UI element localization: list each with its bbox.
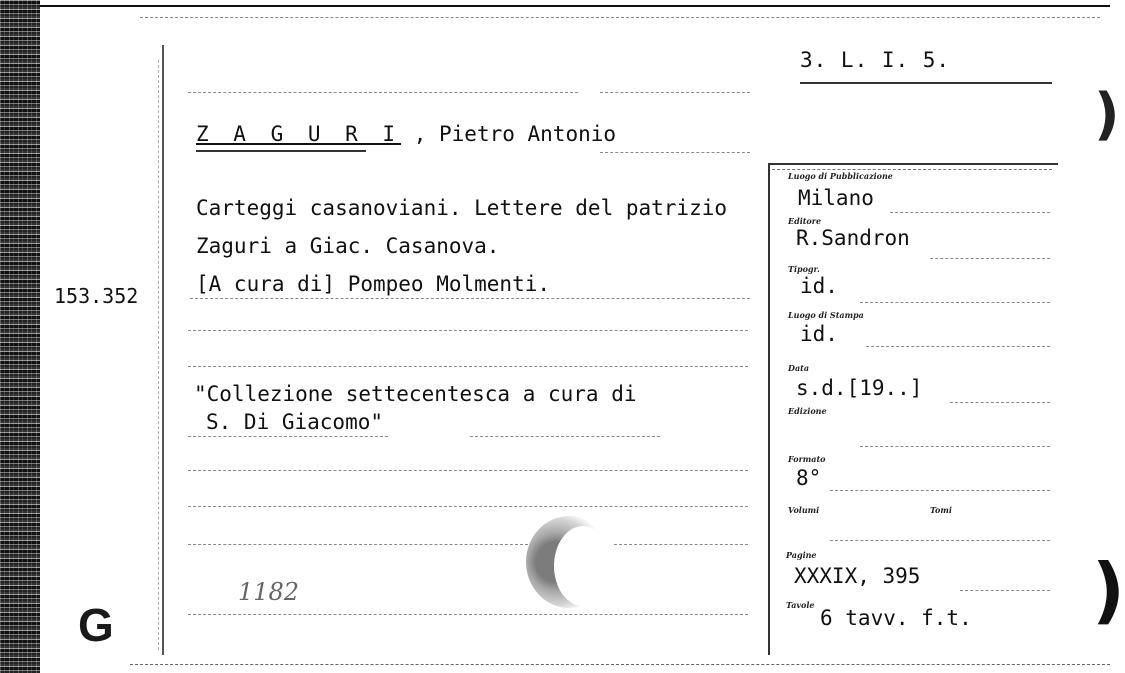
rule-line [614,544,748,545]
author-separator: , [401,122,440,146]
plates-value: 6 tavv. f.t. [820,606,972,630]
rule-line [188,544,528,545]
handwritten-note: 1182 [238,578,300,606]
author-forename: Pietro Antonio [439,122,617,146]
rule-line [188,330,748,331]
date-value: s.d.[19..] [796,376,923,400]
rule-line [188,92,578,93]
pages-label: Pagine [786,550,817,560]
rule-line [600,92,750,93]
top-dashed-rule [140,17,1100,19]
rule-line [830,490,1050,491]
edge-mark-top: ) [1094,82,1120,147]
rule-line [860,446,1050,447]
left-margin-dashed-line [158,60,159,650]
title-line-2: Zaguri a Giac. Casanova. [196,234,500,258]
print-place-value: id. [800,322,838,346]
rule-line [960,590,1050,591]
rule-line [190,298,750,299]
shelfmark: 3. L. I. 5. [800,48,951,72]
place-value: Milano [798,186,874,210]
rule-line [188,614,748,615]
rule-line [930,258,1050,259]
title-line-3: [A cura di] Pompeo Molmenti. [196,272,551,296]
left-margin-line [162,45,164,655]
rule-line [860,302,1050,303]
rule-line [950,402,1050,403]
author-underline [196,150,366,152]
rule-line [188,470,748,471]
side-letter: G [78,599,114,651]
series-line-1: "Collezione settecentesca a cura di [194,382,637,406]
publisher-label: Editore [788,216,822,226]
publication-box-left-line [768,165,770,655]
rule-line [600,152,750,153]
plates-label: Tavole [786,600,815,610]
publication-box-top [768,163,1058,165]
author-heading [196,122,616,146]
rule-line [188,436,388,437]
edge-mark-bottom: ) [1092,548,1125,632]
printer-label: Tipogr. [788,264,820,274]
volumes-label: Volumi [788,505,820,515]
scanned-edge [0,0,40,673]
series-line-2: S. Di Giacomo" [206,410,384,434]
printer-value: id. [800,274,838,298]
publisher-value: R.Sandron [796,226,910,250]
library-stamp [526,516,612,608]
pages-value: XXXIX, 395 [794,564,921,588]
format-value: 8° [796,466,822,490]
title-line-1: Carteggi casanoviani. Lettere del patrizio [196,196,728,220]
rule-line [866,346,1050,347]
tomes-label: Tomi [930,505,952,515]
bottom-rule [130,664,1110,665]
shelfmark-rule [800,82,1052,84]
rule-line [830,540,1050,541]
print-place-label: Luogo di Stampa [788,310,864,320]
date-label: Data [788,363,809,373]
format-label: Formato [788,454,826,464]
rule-line [188,366,748,367]
rule-line [188,506,748,507]
rule-line [890,212,1050,213]
edition-label: Edizione [788,406,827,416]
place-label: Luogo di Pubblicazione [788,171,893,181]
rule-line [470,436,660,437]
top-rule [40,5,1110,7]
author-surname: Z A G U R I [196,122,402,146]
call-number: 153.352 [54,284,139,308]
publication-box-top-dashed [772,169,1052,170]
